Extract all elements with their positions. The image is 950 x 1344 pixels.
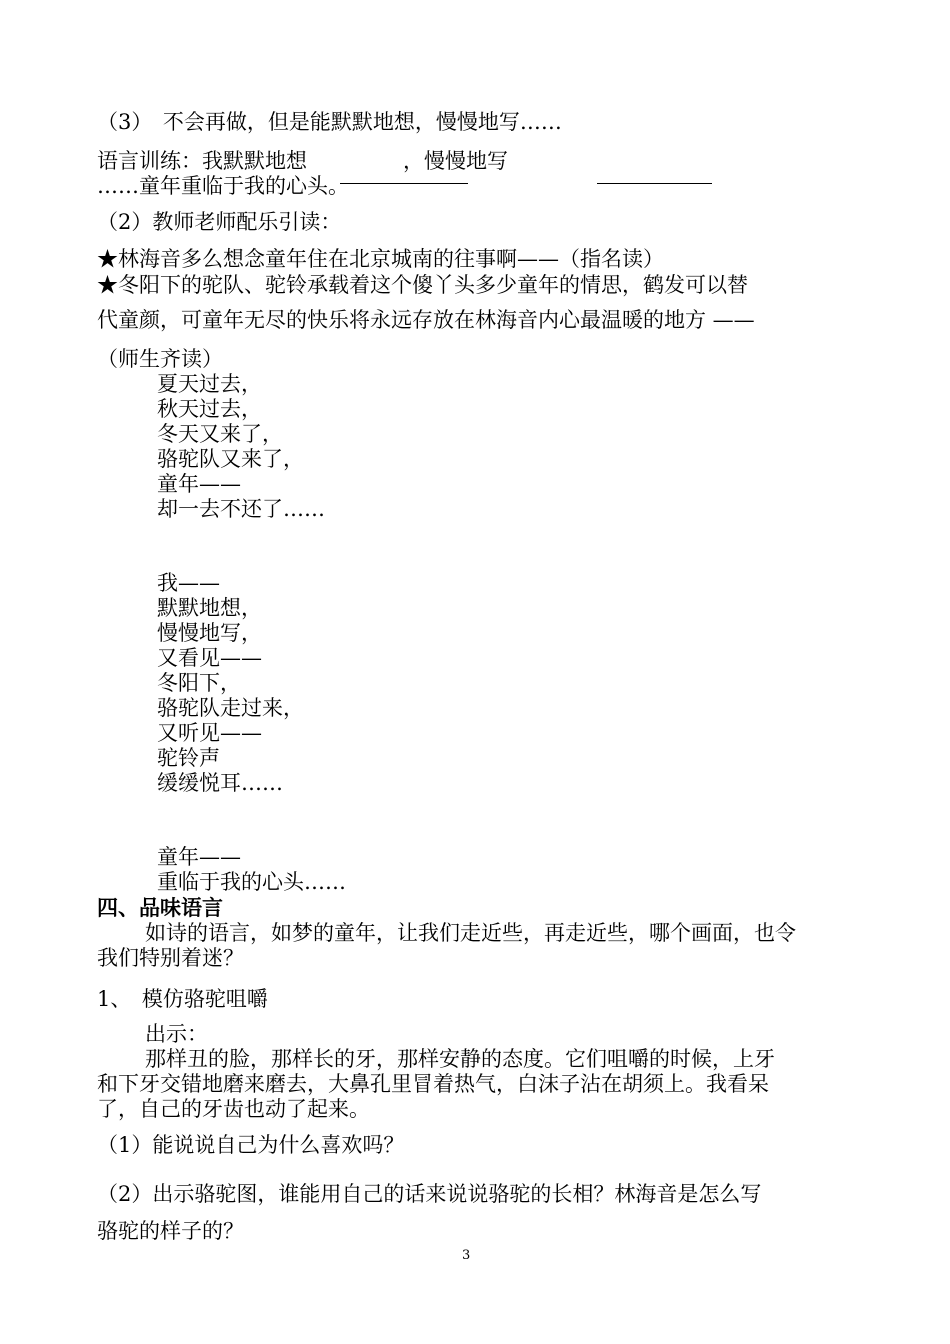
- poem-line: 缓缓悦耳……: [157, 771, 283, 795]
- poem-line: 骆驼队走过来，: [157, 696, 304, 720]
- question-1: （1）能说说自己为什么喜欢吗？: [97, 1133, 405, 1157]
- poem-line: 默默地想，: [157, 596, 262, 620]
- quote-line: 那样丑的脸，那样长的牙，那样安静的态度。它们咀嚼的时候，上牙: [145, 1047, 775, 1071]
- blank-underline-2: [597, 183, 712, 184]
- question-2: （2）出示骆驼图，谁能用自己的话来说说骆驼的长相？林海音是怎么写: [97, 1182, 762, 1206]
- poem-line: 又看见——: [157, 646, 262, 670]
- poem-line: 夏天过去，: [157, 372, 262, 396]
- page-number: 3: [462, 1248, 471, 1263]
- quote-line: 和下牙交错地磨来磨去，大鼻孔里冒着热气，白沫子沾在胡须上。我看呆: [97, 1072, 769, 1096]
- read-together-note: （师生齐读）: [97, 347, 223, 371]
- poem-line: 却一去不还了……: [157, 497, 325, 521]
- paragraph-line: 我们特别着迷？: [97, 946, 244, 970]
- poem-line: 冬天又来了，: [157, 422, 283, 446]
- language-training-prefix: 语言训练：我默默地想: [97, 149, 307, 173]
- show-label: 出示：: [145, 1022, 208, 1046]
- quote-line: 了，自己的牙齿也动了起来。: [97, 1097, 370, 1121]
- star-line-2: ★冬阳下的驼队、驼铃承载着这个傻丫头多少童年的情思，鹤发可以替: [97, 273, 748, 297]
- section-heading: 四、品味语言: [97, 895, 223, 920]
- question-2-cont: 骆驼的样子的？: [97, 1219, 244, 1243]
- poem-line: 冬阳下，: [157, 671, 241, 695]
- language-training-end: ……童年重临于我的心头。: [97, 174, 349, 198]
- list-item-1: 1、 模仿骆驼咀嚼: [97, 987, 268, 1011]
- guided-reading-heading: （2）教师老师配乐引读：: [97, 210, 342, 234]
- star-line-1: ★林海音多么想念童年住在北京城南的往事啊——（指名读）: [97, 247, 664, 271]
- paragraph-line: 如诗的语言，如梦的童年，让我们走近些，再走近些，哪个画面，也令: [145, 921, 796, 945]
- blank-underline-1: [340, 183, 468, 184]
- poem-line: 驼铃声: [157, 746, 220, 770]
- poem-line: 又听见——: [157, 721, 262, 745]
- line-3-heading: （3） 不会再做，但是能默默地想，慢慢地写……: [97, 110, 562, 134]
- poem-line: 秋天过去，: [157, 397, 262, 421]
- star-line-2-cont: 代童颜，可童年无尽的快乐将永远存放在林海音内心最温暖的地方 ——: [97, 308, 755, 332]
- poem-line: 骆驼队又来了，: [157, 447, 304, 471]
- poem-line: 慢慢地写，: [157, 621, 262, 645]
- poem-line: 童年——: [157, 472, 241, 496]
- language-training-suffix: ，慢慢地写: [403, 149, 508, 173]
- poem-line: 我——: [157, 571, 220, 595]
- poem-line: 重临于我的心头……: [157, 870, 346, 894]
- poem-line: 童年——: [157, 845, 241, 869]
